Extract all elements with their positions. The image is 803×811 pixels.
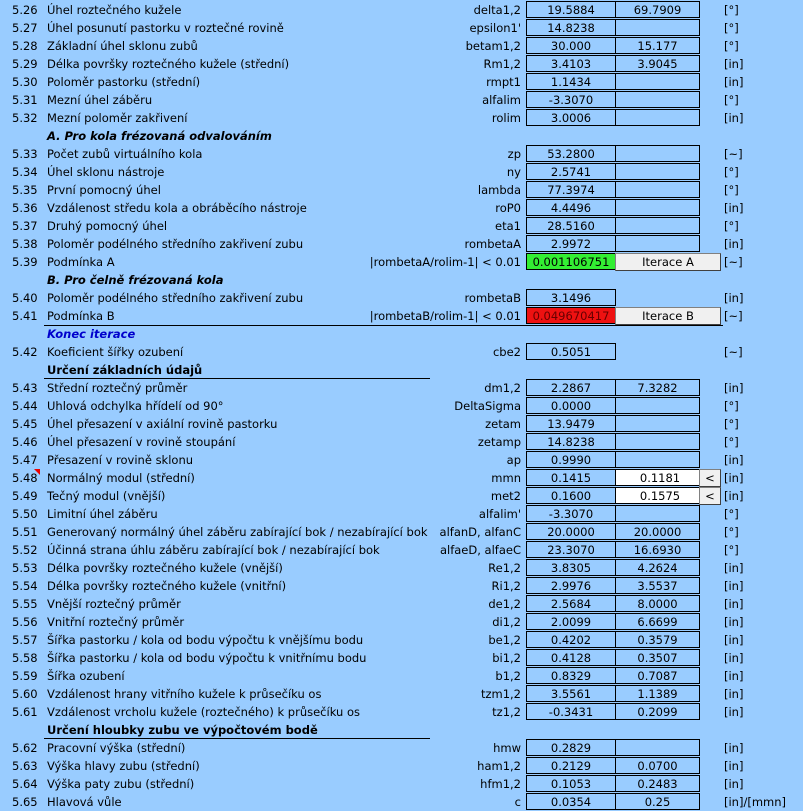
row-symbol: zetam: [485, 417, 521, 431]
table-row: [0, 739, 803, 757]
value-cell-2: [615, 163, 700, 180]
row-symbol: rolim: [491, 111, 521, 125]
row-label: První pomocný úhel: [47, 183, 161, 197]
value-cell-2: 15.177: [615, 37, 700, 54]
value-cell-2: 1.1389: [615, 685, 700, 702]
value-cell-2: [615, 217, 700, 234]
table-row: [0, 451, 803, 469]
value-cell-1: 53.2800: [526, 145, 616, 162]
row-label: Limitní úhel záběru: [47, 507, 158, 521]
value-cell-2: [615, 181, 700, 198]
table-row: [0, 145, 803, 163]
table-row: [0, 721, 803, 739]
row-symbol: tz1,2: [492, 705, 521, 719]
row-symbol: rombetaA: [464, 237, 521, 251]
table-row: [0, 55, 803, 73]
value-cell-1: 23.3070: [526, 541, 616, 558]
table-row: [0, 775, 803, 793]
value-cell-2: 69.7909: [615, 1, 700, 18]
row-number: 5.56: [12, 615, 38, 629]
comment-marker: [34, 469, 40, 475]
row-label: Mezní úhel záběru: [47, 93, 153, 107]
value-cell-2: [615, 397, 700, 414]
row-label: Přesazení v rovině sklonu: [47, 453, 194, 467]
row-symbol: Rm1,2: [483, 57, 521, 71]
value-cell-2: [615, 91, 700, 108]
row-symbol: delta1,2: [473, 3, 521, 17]
table-row: [0, 163, 803, 181]
value-cell-2: [615, 235, 700, 252]
input-cell-2[interactable]: 0.1181: [615, 469, 705, 486]
row-symbol: betam1,2: [465, 39, 521, 53]
value-cell-1: 0.2829: [526, 739, 616, 756]
table-row: [0, 649, 803, 667]
unit-label: [°]: [724, 39, 739, 53]
row-number: 5.29: [12, 57, 38, 71]
value-cell-2: 6.6699: [615, 613, 700, 630]
unit-label: [in]: [724, 705, 744, 719]
row-label: Uhlová odchylka hřídelí od 90°: [47, 399, 224, 413]
row-label: Účinná strana úhlu záběru zabírající bok / nezabírající bok: [47, 543, 380, 557]
row-label: Poloměr podélného středního zakřivení zubu: [47, 291, 304, 305]
unit-label: [in]: [724, 489, 744, 503]
table-row: [0, 181, 803, 199]
value-cell-2: 0.25: [615, 793, 700, 810]
table-row: [0, 667, 803, 685]
value-cell-2: [615, 145, 700, 162]
row-number: 5.47: [12, 453, 38, 467]
row-label: Hlavová vůle: [47, 795, 122, 809]
row-symbol: Ri1,2: [491, 579, 521, 593]
row-label: Délka površky roztečného kužele (střední): [47, 57, 290, 71]
row-number: 5.43: [12, 381, 38, 395]
row-symbol: ny: [506, 165, 521, 179]
row-symbol: hfm1,2: [480, 777, 521, 791]
row-label: Vzdálenost středu kola a obráběcího nástroje: [47, 201, 307, 215]
unit-label: [°]: [724, 435, 739, 449]
unit-label: [in]: [724, 651, 744, 665]
value-cell-1: 0.5051: [526, 343, 616, 360]
value-cell-2: 7.3282: [615, 379, 700, 396]
value-cell-1: 2.0099: [526, 613, 616, 630]
unit-label: [in]: [724, 57, 744, 71]
row-number: 5.52: [12, 543, 38, 557]
value-cell-1: 3.4103: [526, 55, 616, 72]
value-cell-1: 14.8238: [526, 19, 616, 36]
value-cell-1: 0.0000: [526, 397, 616, 414]
row-number: 5.39: [12, 255, 38, 269]
row-label: Délka površky roztečného kužele (vnější): [47, 561, 283, 575]
row-symbol: DeltaSigma: [454, 399, 521, 413]
row-number: 5.40: [12, 291, 38, 305]
table-row: [0, 253, 803, 271]
value-cell-2: 0.2099: [615, 703, 700, 720]
table-row: [0, 397, 803, 415]
row-label: Poloměr podélného středního zakřivení zubu: [47, 237, 304, 251]
value-cell-1: 4.4496: [526, 199, 616, 216]
unit-label: [in]: [724, 579, 744, 593]
row-number: 5.48: [12, 471, 38, 485]
row-symbol: Re1,2: [488, 561, 521, 575]
row-number: 5.54: [12, 579, 38, 593]
table-row: [0, 217, 803, 235]
row-symbol: alfanD, alfanC: [439, 525, 521, 539]
row-number: 5.27: [12, 21, 38, 35]
value-cell-2: 0.3507: [615, 649, 700, 666]
value-cell-2: [615, 451, 700, 468]
value-cell-1: 1.1434: [526, 73, 616, 90]
section-heading: Tečný modul (vnější): [47, 489, 166, 503]
table-row: [0, 415, 803, 433]
table-row: [0, 577, 803, 595]
unit-label: [in]: [724, 237, 744, 251]
row-number: 5.60: [12, 687, 38, 701]
row-symbol: ham1,2: [477, 759, 521, 773]
row-label: Šířka pastorku / kola od bodu výpočtu k vnějšímu bodu: [47, 633, 364, 647]
table-row: [0, 325, 803, 343]
table-row: [0, 379, 803, 397]
value-cell-2: [615, 199, 700, 216]
row-label: Vzdálenost hrany vitřního kužele k průsečíku os: [47, 687, 322, 701]
value-cell-1: 77.3974: [526, 181, 616, 198]
row-number: 5.46: [12, 435, 38, 449]
table-row: [0, 541, 803, 559]
unit-label: [in]/[mmn]: [724, 795, 786, 809]
section-heading: A. Pro kola frézovaná odvalováním: [47, 129, 272, 143]
unit-label: [~]: [724, 309, 743, 323]
row-label: Úhel roztečného kužele: [47, 3, 182, 17]
table-row: [0, 559, 803, 577]
row-number: 5.49: [12, 489, 38, 503]
row-number: 5.50: [12, 507, 38, 521]
section-heading: Podmínka B: [47, 309, 115, 323]
row-number: 5.57: [12, 633, 38, 647]
unit-label: [°]: [724, 21, 739, 35]
unit-label: [°]: [724, 399, 739, 413]
table-row: [0, 1, 803, 19]
row-number: 5.63: [12, 759, 38, 773]
value-cell-2: 0.0700: [615, 757, 700, 774]
value-cell-2: 20.0000: [615, 523, 700, 540]
table-row: [0, 595, 803, 613]
unit-label: [~]: [724, 255, 743, 269]
unit-label: [~]: [724, 147, 743, 161]
section-heading: Podmínka A: [47, 255, 115, 269]
row-label: Střední roztečný průměr: [47, 381, 188, 395]
value-cell-1: 0.049670417: [526, 307, 616, 324]
row-symbol: |rombetaA/rolim-1| < 0.01: [369, 255, 521, 269]
decrease-button[interactable]: <: [699, 487, 721, 505]
value-cell-2: [615, 415, 700, 432]
row-label: Základní úhel sklonu zubů: [47, 39, 198, 53]
row-label: Šířka ozubení: [47, 669, 125, 683]
unit-label: [in]: [724, 201, 744, 215]
value-cell-1: 20.0000: [526, 523, 616, 540]
unit-label: [in]: [724, 561, 744, 575]
table-row: [0, 19, 803, 37]
value-cell-2: [615, 739, 700, 756]
row-number: 5.58: [12, 651, 38, 665]
value-cell-1: 0.9990: [526, 451, 616, 468]
unit-label: [in]: [724, 615, 744, 629]
value-cell-1: 2.2867: [526, 379, 616, 396]
value-cell-2: 3.9045: [615, 55, 700, 72]
value-cell-1: 0.4202: [526, 631, 616, 648]
unit-label: [in]: [724, 597, 744, 611]
row-label: Mezní poloměr zakřivení: [47, 111, 188, 125]
section-heading: Normálný modul (střední): [47, 471, 195, 485]
value-cell-1: 2.9972: [526, 235, 616, 252]
value-cell-2: [615, 433, 700, 450]
value-cell-2: 0.3579: [615, 631, 700, 648]
row-symbol: be1,2: [488, 633, 521, 647]
row-symbol: rombetaB: [464, 291, 521, 305]
value-cell-2: [615, 19, 700, 36]
section-heading: Určení hloubky zubu ve výpočtovém bodě: [47, 723, 318, 737]
unit-label: [°]: [724, 93, 739, 107]
row-symbol: b1,2: [495, 669, 521, 683]
row-number: 5.59: [12, 669, 38, 683]
table-row: [0, 631, 803, 649]
input-cell-2[interactable]: 0.1575: [615, 487, 705, 504]
unit-label: [in]: [724, 759, 744, 773]
row-label: Úhel sklonu nástroje: [47, 165, 165, 179]
section-heading: B. Pro čelně frézovaná kola: [47, 273, 224, 287]
table-row: [0, 199, 803, 217]
value-cell-2: 8.0000: [615, 595, 700, 612]
table-row: [0, 271, 803, 289]
row-label: Úhel přesazení v rovině stoupání: [47, 435, 236, 449]
value-cell-1: -0.3431: [526, 703, 616, 720]
value-cell-1: 2.5684: [526, 595, 616, 612]
row-label: Poloměr pastorku (střední): [47, 75, 201, 89]
row-label: Druhý pomocný úhel: [47, 219, 168, 233]
row-number: 5.44: [12, 399, 38, 413]
unit-label: [in]: [724, 291, 744, 305]
unit-label: [°]: [724, 543, 739, 557]
value-cell-1: 19.5884: [526, 1, 616, 18]
value-cell-2: 3.5537: [615, 577, 700, 594]
table-row: [0, 343, 803, 361]
row-number: 5.30: [12, 75, 38, 89]
row-number: 5.64: [12, 777, 38, 791]
table-row: [0, 37, 803, 55]
value-cell-1: 0.4128: [526, 649, 616, 666]
unit-label: [in]: [724, 633, 744, 647]
unit-label: [°]: [724, 507, 739, 521]
row-number: 5.62: [12, 741, 38, 755]
value-cell-2: 4.2624: [615, 559, 700, 576]
iterace-b-button[interactable]: Iterace B: [615, 307, 721, 325]
value-cell-2: [615, 109, 700, 126]
value-cell-1: 3.5561: [526, 685, 616, 702]
row-symbol: eta1: [495, 219, 521, 233]
value-cell-2: 0.7087: [615, 667, 700, 684]
section-heading: Určení základních údajů: [47, 363, 203, 377]
row-symbol: hmw: [493, 741, 521, 755]
table-row: [0, 505, 803, 523]
value-cell-1: 2.5741: [526, 163, 616, 180]
unit-label: [in]: [724, 669, 744, 683]
table-row: [0, 523, 803, 541]
row-label: Koeficient šířky ozubení: [47, 345, 184, 359]
row-number: 5.51: [12, 525, 38, 539]
table-row: [0, 91, 803, 109]
value-cell-1: -3.3070: [526, 505, 616, 522]
row-symbol: di1,2: [492, 615, 521, 629]
row-symbol: cbe2: [492, 345, 521, 359]
row-number: 5.41: [12, 309, 38, 323]
row-symbol: c: [514, 795, 521, 809]
row-symbol: tzm1,2: [480, 687, 521, 701]
table-row: [0, 433, 803, 451]
value-cell-1: 3.1496: [526, 289, 616, 306]
row-number: 5.38: [12, 237, 38, 251]
table-row: [0, 469, 803, 487]
value-cell-2: [615, 73, 700, 90]
row-label: Generovaný normálný úhel záběru zabírající bok / nezabírající bok: [47, 525, 428, 539]
value-cell-1: 2.9976: [526, 577, 616, 594]
row-number: 5.55: [12, 597, 38, 611]
row-label: Délka površky roztečného kužele (vnitřní): [47, 579, 287, 593]
row-label: Šířka pastorku / kola od bodu výpočtu k vnitřnímu bodu: [47, 651, 367, 665]
row-number: 5.32: [12, 111, 38, 125]
unit-label: [°]: [724, 183, 739, 197]
row-symbol: alfaeD, alfaeC: [439, 543, 521, 557]
row-number: 5.45: [12, 417, 38, 431]
row-number: 5.28: [12, 39, 38, 53]
table-row: [0, 73, 803, 91]
row-symbol: zetamp: [477, 435, 521, 449]
row-number: 5.33: [12, 147, 38, 161]
value-cell-1: 13.9479: [526, 415, 616, 432]
row-symbol: zp: [507, 147, 521, 161]
value-cell-1: 0.1053: [526, 775, 616, 792]
row-label: Vzdálenost vrcholu kužele (roztečného) k průsečíku os: [47, 705, 360, 719]
row-symbol: bi1,2: [492, 651, 521, 665]
row-number: 5.61: [12, 705, 38, 719]
value-cell-1: 3.0006: [526, 109, 616, 126]
row-symbol: alfalim: [482, 93, 521, 107]
unit-label: [in]: [724, 741, 744, 755]
row-number: 5.36: [12, 201, 38, 215]
row-label: Úhel přesazení v axiální rovině pastorku: [47, 417, 278, 431]
value-cell-1: 0.001106751: [526, 253, 616, 270]
table-row: [0, 109, 803, 127]
unit-label: [in]: [724, 453, 744, 467]
row-symbol: alfalim': [478, 507, 521, 521]
value-cell-1: 28.5160: [526, 217, 616, 234]
table-row: [0, 307, 803, 325]
unit-label: [in]: [724, 687, 744, 701]
section-heading: Konec iterace: [47, 327, 136, 341]
row-label: Výška hlavy zubu (střední): [47, 759, 200, 773]
table-row: [0, 757, 803, 775]
value-cell-1: 0.1600: [526, 487, 616, 504]
row-symbol: |rombetaB/rolim-1| < 0.01: [369, 309, 521, 323]
row-label: Počet zubů virtuálního kola: [47, 147, 203, 161]
value-cell-1: 0.1415: [526, 469, 616, 486]
row-symbol: ap: [506, 453, 521, 467]
section-divider: [44, 325, 723, 326]
table-row: [0, 127, 803, 145]
value-cell-2: 16.6930: [615, 541, 700, 558]
table-row: [0, 703, 803, 721]
table-row: [0, 235, 803, 253]
unit-label: [in]: [724, 111, 744, 125]
row-number: 5.35: [12, 183, 38, 197]
unit-label: [in]: [724, 75, 744, 89]
table-row: [0, 487, 803, 505]
iterace-a-button[interactable]: Iterace A: [615, 253, 721, 271]
value-cell-1: 30.000: [526, 37, 616, 54]
row-label: Vnitřní roztečný průměr: [47, 615, 185, 629]
row-symbol: epsilon1': [469, 21, 521, 35]
row-symbol: dm1,2: [484, 381, 521, 395]
row-label: Úhel posunutí pastorku v roztečné rovině: [47, 21, 284, 35]
value-cell-2: 0.2483: [615, 775, 700, 792]
unit-label: [°]: [724, 165, 739, 179]
row-number: 5.34: [12, 165, 38, 179]
unit-label: [°]: [724, 219, 739, 233]
unit-label: [°]: [724, 3, 739, 17]
unit-label: [~]: [724, 345, 743, 359]
row-symbol: met2: [490, 489, 521, 503]
table-row: [0, 613, 803, 631]
row-symbol: mmn: [491, 471, 521, 485]
row-label: Výška paty zubu (střední): [47, 777, 195, 791]
row-number: 5.31: [12, 93, 38, 107]
unit-label: [°]: [724, 417, 739, 431]
row-symbol: lambda: [477, 183, 521, 197]
row-number: 5.53: [12, 561, 38, 575]
row-number: 5.65: [12, 795, 38, 809]
row-symbol: rmpt1: [486, 75, 521, 89]
row-symbol: de1,2: [488, 597, 521, 611]
table-row: [0, 289, 803, 307]
value-cell-1: 14.8238: [526, 433, 616, 450]
unit-label: [°]: [724, 525, 739, 539]
row-number: 5.26: [12, 3, 38, 17]
row-number: 5.37: [12, 219, 38, 233]
unit-label: [in]: [724, 777, 744, 791]
value-cell-1: 0.0354: [526, 793, 616, 810]
value-cell-1: 0.8329: [526, 667, 616, 684]
row-label: Pracovní výška (střední): [47, 741, 186, 755]
row-label: Vnější roztečný průměr: [47, 597, 181, 611]
table-row: [0, 361, 803, 379]
value-cell-1: 0.2129: [526, 757, 616, 774]
value-cell-1: 3.8305: [526, 559, 616, 576]
row-symbol: roP0: [495, 201, 521, 215]
row-number: 5.42: [12, 345, 38, 359]
table-row: [0, 793, 803, 811]
decrease-button[interactable]: <: [699, 469, 721, 487]
table-row: [0, 685, 803, 703]
value-cell-1: -3.3070: [526, 91, 616, 108]
value-cell-2: [615, 505, 700, 522]
unit-label: [in]: [724, 471, 744, 485]
unit-label: [in]: [724, 381, 744, 395]
